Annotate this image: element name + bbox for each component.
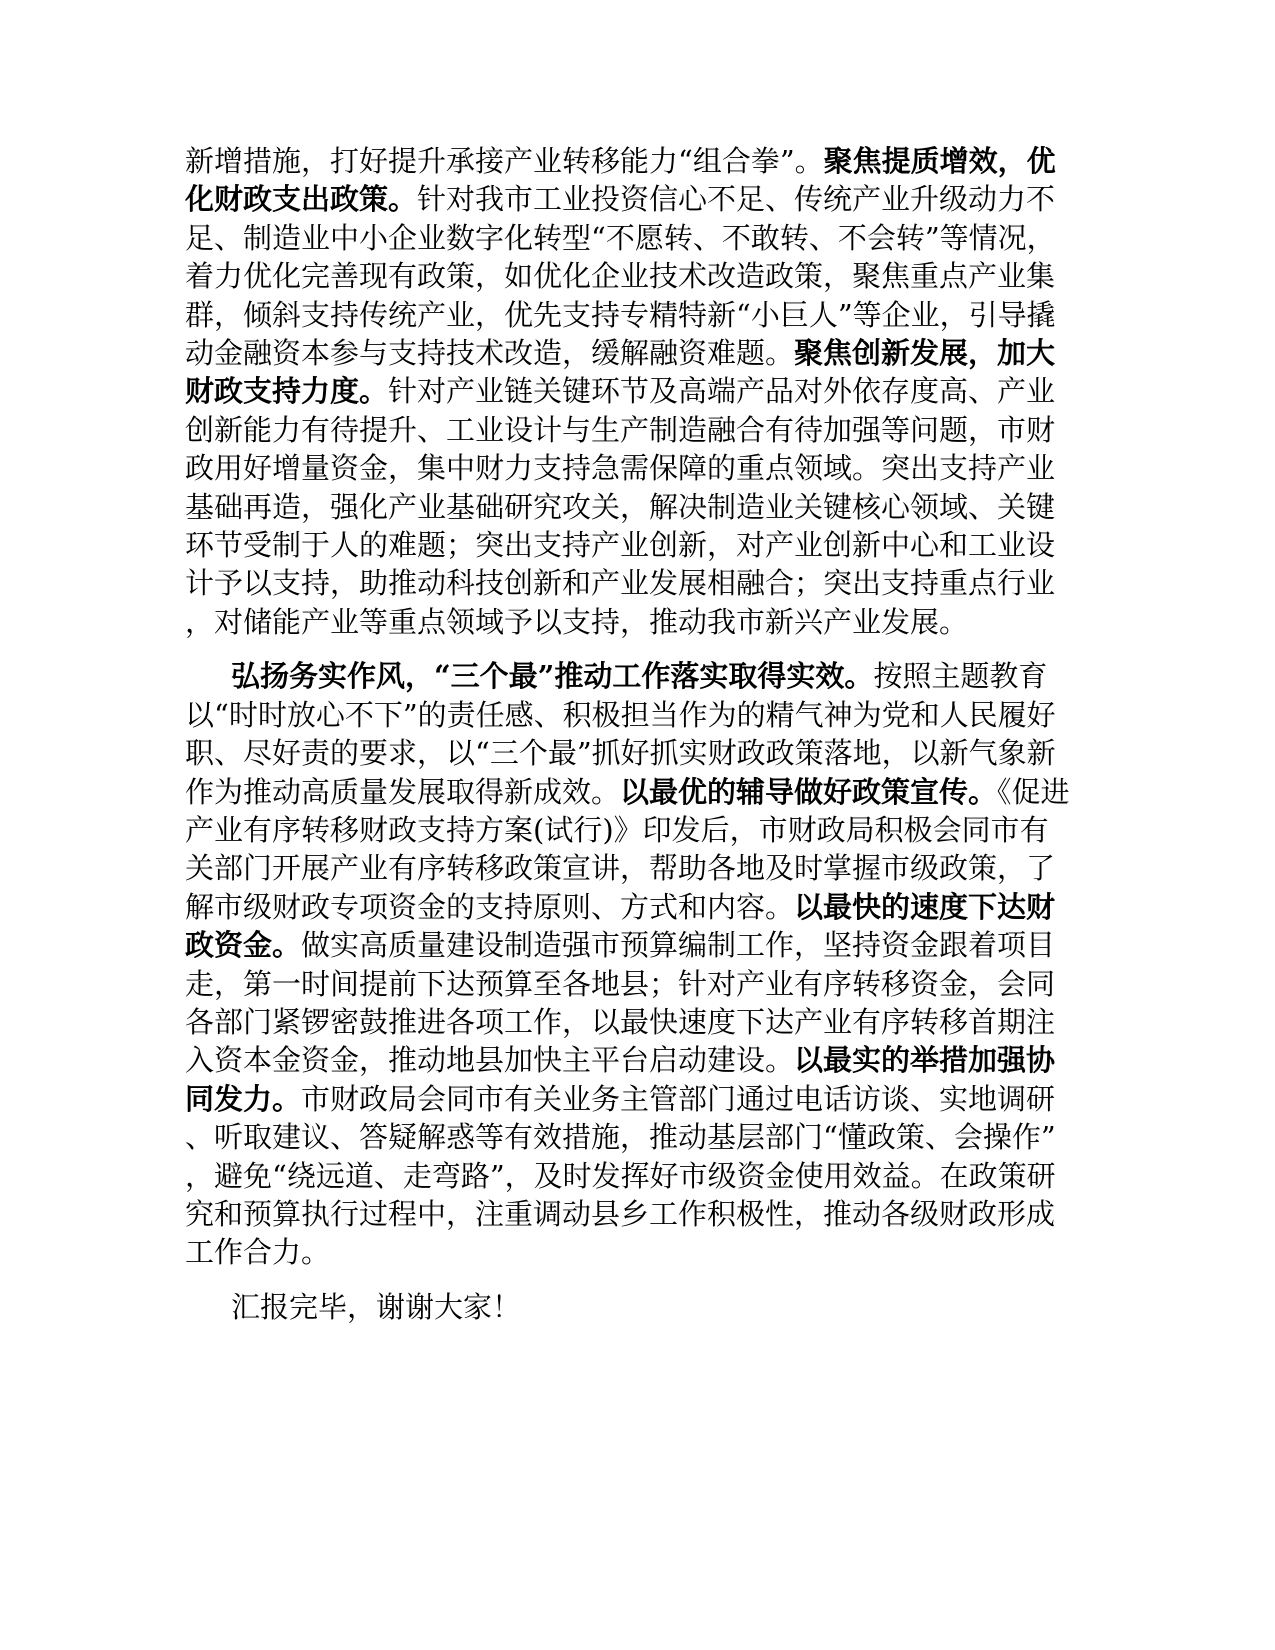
text-run: 按照主题教育以“时时放心不下”的责任感、积极担当作为的精气神为党和人民履好职、尽好责的要求，以“三个最”抓好抓实财政政策落地，以新气象新作为推动高质量发展取得新成效。 — [185, 659, 1056, 809]
bold-heading-run: 以最实的举措加强协同发力。 — [185, 1043, 1056, 1116]
bold-heading-run: 聚焦提质增效，优化财政支出政策。 — [185, 144, 1056, 217]
bold-heading-run: 弘扬务实作风，“三个最”推动工作落实取得实效。 — [231, 659, 874, 694]
text-run: 新增措施，打好提升承接产业转移能力“组合拳”。 — [185, 144, 824, 178]
text-run: 针对我市工业投资信心不足、传统产业升级动力不足、制造业中小企业数字化转型“不愿转、不敢转、不会转”等情况，着力优化完善现有政策，如优化企业技术改造政策，聚焦重点产业集群，倾斜支持传统产业，优先支持专精特新“小巨人”等企业，引导撬动金融资本参与支持技术改造，缓解融资难题。 — [185, 182, 1056, 371]
text-run: 做实高质量建设制造强市预算编制工作，坚持资金跟着项目走，第一时间提前下达预算至各地县；针对产业有序转移资金，会同各部门紧锣密鼓推进各项工作，以最快速度下达产业有序转移首期注入资本金资金，推动地县加快主平台启动建设。 — [185, 928, 1056, 1078]
closing-text: 汇报完毕，谢谢大家！ — [231, 1289, 522, 1324]
text-run: 《促进产业有序转移财政支持方案(试行)》印发后，市财政局积极会同市有关部门开展产业有序转移政策宣讲，帮助各地及时掌握市级政策，了解市级财政专项资金的支持原则、方式和内容。 — [185, 774, 1070, 924]
bold-heading-run: 以最优的辅导做好政策宣传。 — [620, 774, 998, 809]
bold-heading-run: 聚焦创新发展，加大财政支持力度。 — [185, 336, 1056, 409]
text-run: 市财政局会同市有关业务主管部门通过电话访谈、实地调研、听取建议、答疑解惑等有效措施，推动基层部门“懂政策、会操作”，避免“绕远道、走弯路”，及时发挥好市级资金使用效益。在政策研究和预算执行过程中，注重调动县乡工作积极性，推动各级财政形成工作合力。 — [185, 1081, 1056, 1270]
paragraph-fiscal-policy — [185, 142, 1075, 641]
text-run: 针对产业链关键环节及高端产品对外依存度高、产业创新能力有待提升、工业设计与生产制造融合有待加强等问题，市财政用好增量资金，集中财力支持急需保障的重点领域。突出支持产业基础再造，强化产业基础研究攻关，解决制造业关键核心领域、关键环节受制于人的难题；突出支持产业创新，对产业创新中心和工业设计予以支持，助推动科技创新和产业发展相融合；突出支持重点行业，对储能产业等重点领域予以支持，推动我市新兴产业发展。 — [185, 374, 1056, 639]
paragraph-closing — [185, 1288, 1075, 1326]
bold-heading-run: 以最快的速度下达财政资金。 — [185, 889, 1056, 963]
paragraph-work-style — [185, 657, 1075, 1272]
document-body — [185, 142, 1075, 1326]
